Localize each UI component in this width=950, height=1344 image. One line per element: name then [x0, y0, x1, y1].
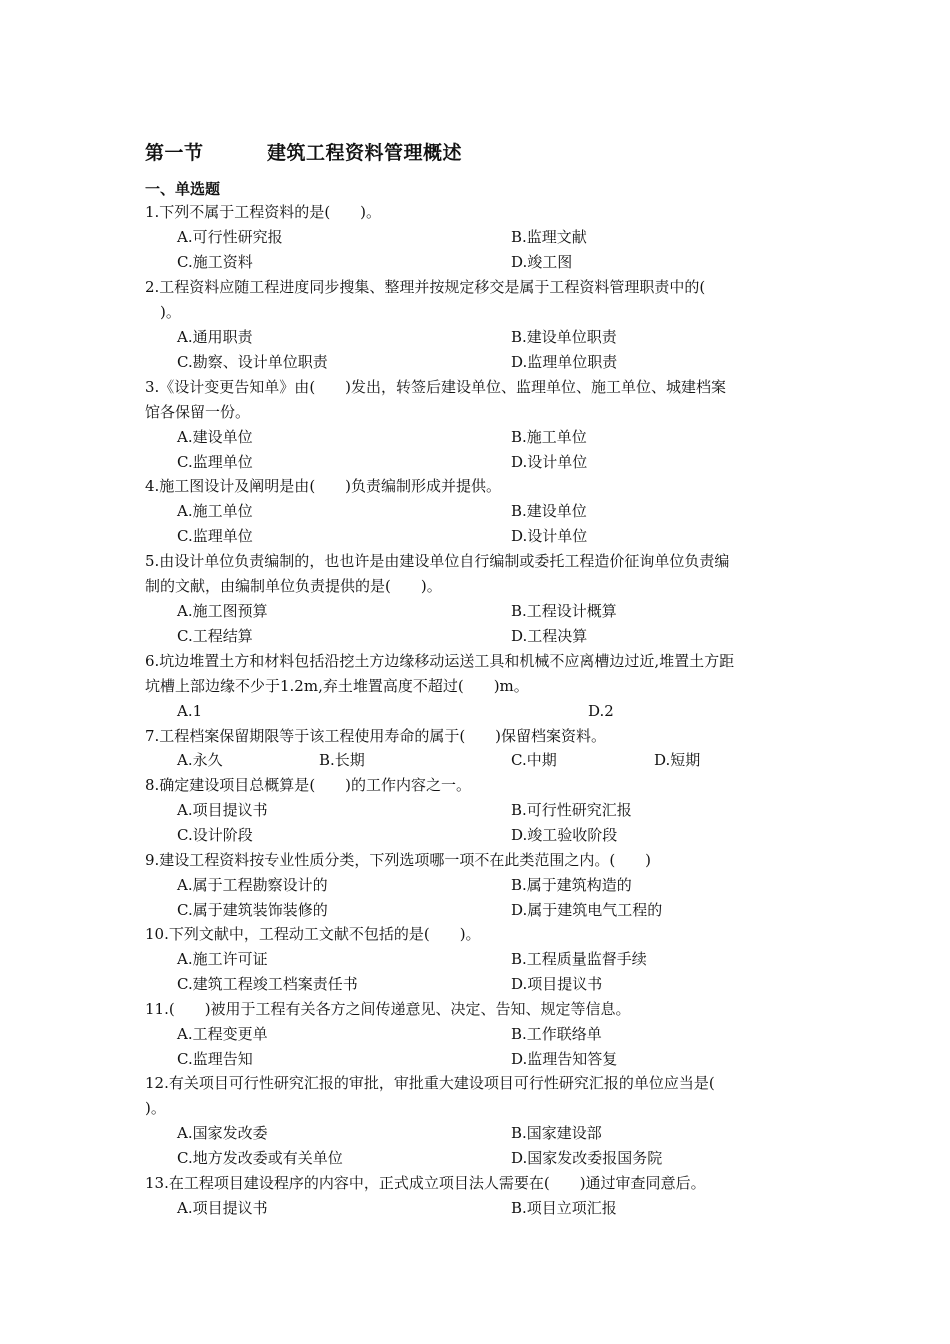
option-7c: C.中期 — [511, 751, 557, 769]
option-12d: D.国家发改委报国务院 — [511, 1149, 663, 1167]
option-1a: A.可行性研究报 — [177, 228, 283, 246]
option-9d: D.属于建筑电气工程的 — [511, 901, 663, 919]
option-7d: D.短期 — [654, 751, 701, 769]
option-8d: D.竣工验收阶段 — [511, 826, 618, 844]
option-5d: D.工程决算 — [511, 627, 588, 645]
option-5a: A.施工图预算 — [177, 602, 268, 620]
option-3a: A.建设单位 — [177, 428, 253, 446]
section-heading: 一、单选题 — [145, 180, 221, 198]
option-10d: D.项目提议书 — [511, 975, 603, 993]
question-3: 3.《设计变更告知单》由( )发出，转签后建设单位、监理单位、施工单位、城建档案 — [145, 378, 727, 396]
option-3d: D.设计单位 — [511, 453, 588, 471]
option-4b: B.建设单位 — [511, 502, 587, 520]
question-9: 9.建设工程资料按专业性质分类，下列选项哪一项不在此类范围之内。( ) — [145, 851, 652, 869]
question-1: 1.下列不属于工程资料的是( )。 — [145, 203, 382, 221]
option-13b: B.项目立项汇报 — [511, 1199, 617, 1217]
question-5-cont: 制的文献，由编制单位负责提供的是( )。 — [145, 577, 442, 595]
question-4: 4.施工图设计及阐明是由( )负责编制形成并提供。 — [145, 477, 502, 495]
option-3b: B.施工单位 — [511, 428, 587, 446]
option-7a: A.永久 — [177, 751, 223, 769]
option-2a: A.通用职责 — [177, 328, 253, 346]
page-title — [145, 138, 463, 165]
option-11d: D.监理告知答复 — [511, 1050, 618, 1068]
question-12: 12.有关项目可行性研究汇报的审批，审批重大建设项目可行性研究汇报的单位应当是( — [145, 1074, 715, 1092]
option-10b: B.工程质量监督手续 — [511, 950, 647, 968]
option-12a: A.国家发改委 — [177, 1124, 268, 1142]
question-5: 5.由设计单位负责编制的，也也许是由建设单位自行编制或委托工程造价征询单位负责编 — [145, 552, 730, 570]
question-2: 2.工程资料应随工程进度同步搜集、整理并按规定移交是属于工程资料管理职责中的( — [145, 278, 706, 296]
option-4a: A.施工单位 — [177, 502, 253, 520]
question-3-cont: 馆各保留一份。 — [145, 403, 251, 421]
option-6a: A.1 — [177, 702, 203, 720]
option-13a: A.项目提议书 — [177, 1199, 268, 1217]
option-12c: C.地方发改委或有关单位 — [177, 1149, 343, 1167]
option-7b: B.长期 — [319, 751, 365, 769]
question-13: 13.在工程项目建设程序的内容中，正式成立项目法人需要在( )通过审查同意后。 — [145, 1174, 706, 1192]
question-12-cont: )。 — [145, 1099, 166, 1117]
option-1b: B.监理文献 — [511, 228, 587, 246]
option-5c: C.工程结算 — [177, 627, 253, 645]
option-12b: B.国家建设部 — [511, 1124, 602, 1142]
option-11a: A.工程变更单 — [177, 1025, 268, 1043]
question-2-cont: )。 — [145, 303, 181, 321]
option-6d: D.2 — [588, 702, 614, 720]
option-8b: B.可行性研究汇报 — [511, 801, 632, 819]
option-8a: A.项目提议书 — [177, 801, 268, 819]
option-11b: B.工作联络单 — [511, 1025, 602, 1043]
question-8: 8.确定建设项目总概算是( )的工作内容之一。 — [145, 776, 472, 794]
option-10a: A.施工许可证 — [177, 950, 268, 968]
option-1c: C.施工资料 — [177, 253, 253, 271]
option-9b: B.属于建筑构造的 — [511, 876, 632, 894]
option-5b: B.工程设计概算 — [511, 602, 617, 620]
question-6-cont: 坑槽上部边缘不少于1.2m,弃土堆置高度不超过( )m。 — [145, 677, 529, 695]
option-9c: C.属于建筑装饰装修的 — [177, 901, 328, 919]
question-11: 11.( )被用于工程有关各方之间传递意见、决定、告知、规定等信息。 — [145, 1000, 631, 1018]
option-4d: D.设计单位 — [511, 527, 588, 545]
question-10: 10.下列文献中，工程动工文献不包括的是( )。 — [145, 925, 481, 943]
option-9a: A.属于工程勘察设计的 — [177, 876, 328, 894]
chapter-title: 建筑工程资料管理概述 — [267, 142, 463, 164]
option-1d: D.竣工图 — [511, 253, 573, 271]
question-6: 6.坑边堆置土方和材料包括沿挖土方边缘移动运送工具和机械不应离槽边过近,堆置土方距 — [145, 652, 735, 670]
chapter-label: 第一节 — [145, 142, 204, 164]
option-2c: C.勘察、设计单位职责 — [177, 353, 328, 371]
option-4c: C.监理单位 — [177, 527, 253, 545]
option-8c: C.设计阶段 — [177, 826, 253, 844]
option-11c: C.监理告知 — [177, 1050, 253, 1068]
option-10c: C.建筑工程竣工档案责任书 — [177, 975, 358, 993]
question-7: 7.工程档案保留期限等于该工程使用寿命的属于( )保留档案资料。 — [145, 727, 607, 745]
option-2b: B.建设单位职责 — [511, 328, 617, 346]
option-2d: D.监理单位职责 — [511, 353, 618, 371]
option-3c: C.监理单位 — [177, 453, 253, 471]
